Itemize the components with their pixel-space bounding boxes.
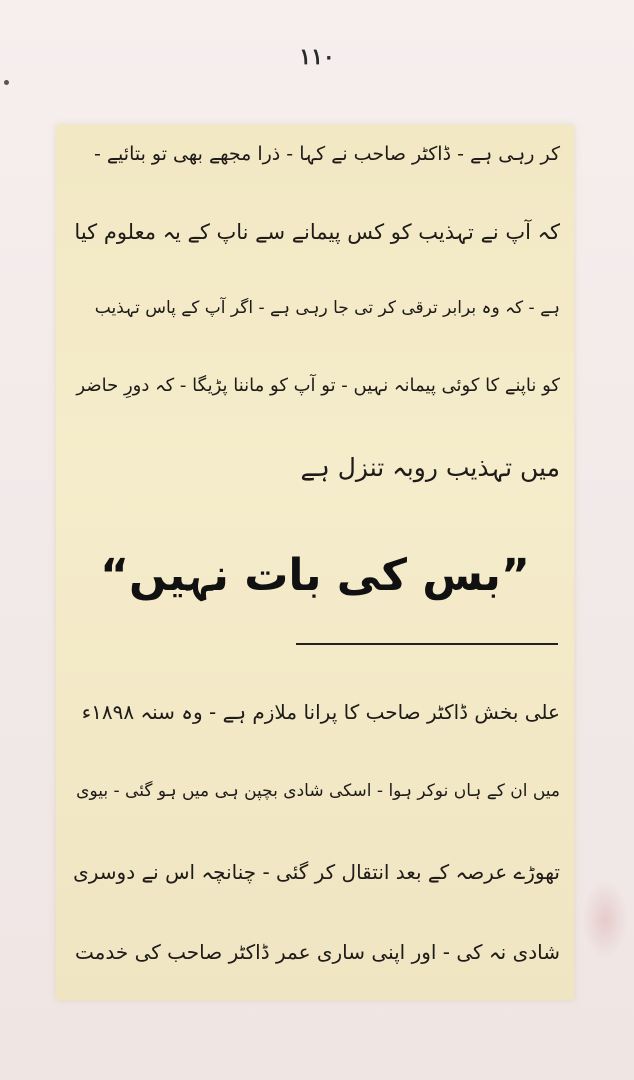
page-number: ۱۱۰ <box>299 44 335 70</box>
text-line: شادی نہ کی - اور اپنی ساری عمر ڈاکٹر صاحب کی خدمت <box>75 940 560 964</box>
text-line: میں ان کے ہاں نوکر ہوا - اسکی شادی بچپن ہی میں ہو گئی - بیوی <box>76 781 560 801</box>
text-line: ہے - کہ وہ برابر ترقی کر تی جا رہی ہے - اگر آپ کے پاس تہذیب <box>94 298 560 318</box>
text-line: تھوڑے عرصہ کے بعد انتقال کر گئی - چنانچہ اس نے دوسری <box>73 860 560 884</box>
text-line: کو ناپنے کا کوئی پیمانہ نہیں - تو آپ کو ماننا پڑیگا - کہ دورِ حاضر <box>76 375 560 396</box>
text-line: کہ آپ نے تہذیب کو کس پیمانے سے ناپ کے یہ معلوم کیا <box>74 220 560 244</box>
text-block <box>56 125 574 1000</box>
text-line: کر رہی ہے - ڈاکٹر صاحب نے کہا - ذرا مجھے بھی تو بتائیے - <box>94 143 560 165</box>
section-heading: ”بس کی بات نہیں“ <box>100 550 530 601</box>
text-line: میں تہذیب روبہ تنزل ہے <box>300 453 560 482</box>
ink-spot <box>4 80 9 85</box>
text-line: علی بخش ڈاکٹر صاحب کا پرانا ملازم ہے - وہ سنہ ۱۸۹۸ء <box>81 700 560 724</box>
heading-underline <box>296 643 558 645</box>
paper-stain <box>582 880 628 960</box>
